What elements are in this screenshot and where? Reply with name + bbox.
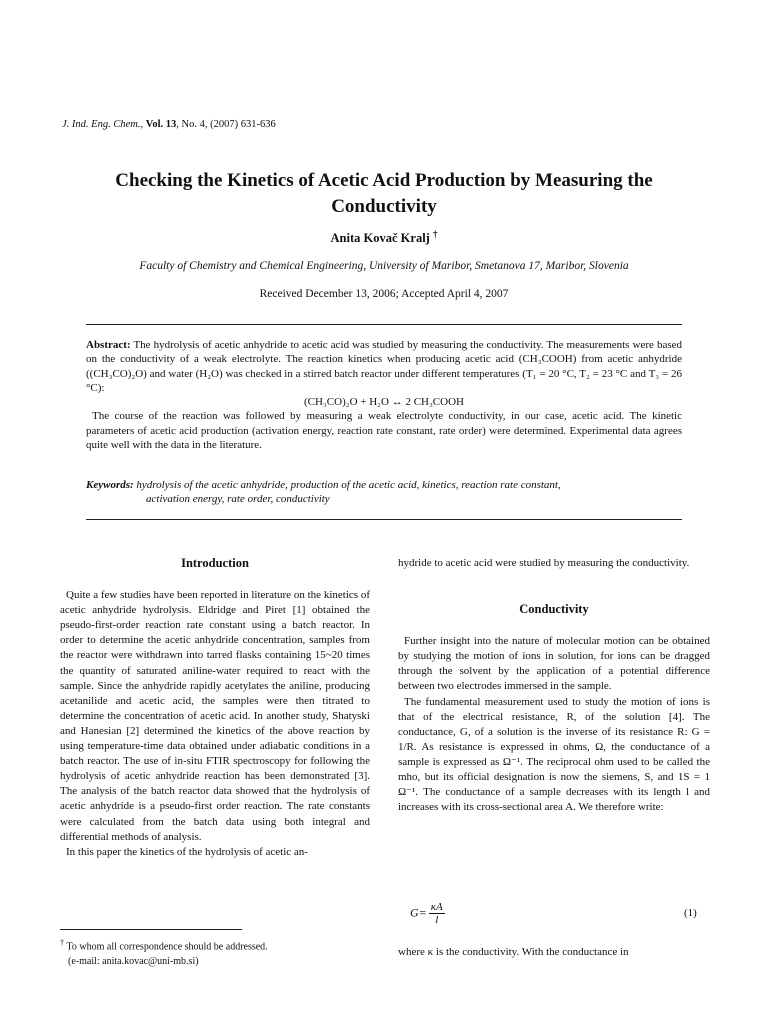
divider-top [86, 324, 682, 325]
conductivity-paragraph-2: The fundamental measurement used to study the motion of ions is that of the electrical resistance, R, of the solution [4]. The conductance, G, of a solution is the inverse of its resistance R: G = 1/R. As resistance is expressed in ohms, Ω, the conductance of a sample is expressed as Ω⁻¹. The reciprocal ohm used to be called the mho, but its official designation is now the siemens, S, and 1S = 1 Ω⁻¹. The conductance of a sample decreases with its length l and increases with its cross-sectional area A. We therefore write: [398, 695, 710, 814]
equation-1 [410, 901, 445, 926]
intro-paragraph-1: Quite a few studies have been reported in literature on the kinetics of acetic anhydride hydrolysis. Eldridge and Piret [1] obtained the pseudo-first-order reaction rate constant using a batch reactor. In order to determine the acetic anhydride concentration, samples from the reactor were withdrawn into tarred flasks containing 15~20 times the quantity of saturated aniline-water required to react with the sample. Since the anhydride rapidly acetylates the aniline, producing acetanilide and acetic acid, the samples were then titrated to determine the concentration of acetic acid. In another study, Shatyski and Hanesian [2] determined the kinetics of the above reaction by using temperature-time data obtained under adiabatic conditions in a batch reactor. The use of in-situ FTIR spectroscopy for following the hydrolysis of acetic anhydride reaction has been demonstrated [3]. The analysis of the batch reactor data showed that the hydrolysis of acetic anhydride is a pseudo-first order reaction. The rate constants were calculated from the batch data using both integral and differential methods of analysis. [60, 589, 370, 843]
author-mark: † [432, 229, 438, 239]
keywords-text-1: hydrolysis of the acetic anhydride, production of the acetic acid, kinetics, reaction rate constant, [136, 479, 561, 491]
author-name: Anita Kovač Kralj [330, 231, 430, 246]
equation-numerator: κA [430, 901, 443, 913]
introduction-heading: Introduction [181, 556, 249, 570]
conductivity-continuation: where κ is the conductivity. With the conductance in [398, 946, 629, 958]
abstract-p2: The course of the reaction was followed by measuring a weak electrolyte conductivity, in our case, acetic acid. The kinetic parameters of acetic acid production (activation energy, reaction rate constant, rate order) were determined. Experimental data agrees quite well with the data in the literature. [86, 410, 682, 452]
equation-fraction [429, 901, 445, 926]
keywords [86, 478, 682, 507]
footnote [60, 935, 370, 969]
journal-citation [62, 119, 276, 130]
abstract-text-1: The hydrolysis of acetic anhydride to acetic acid was studied by measuring the conductivity. The measurements were based on the conductivity of a weak electrolyte. The reaction kinetics when producing acetic acid (CH₃COOH) from acetic anhydride ((CH₃CO)₂O) and water (H₂O) was checked in a stirred batch reactor under different temperatures (T₁ = 20 °C, T₂ = 23 °C and T₃ = 26 °C): [86, 339, 682, 394]
footnote-text: To whom all correspondence should be addressed. [64, 941, 268, 953]
title-line-1: Checking the Kinetics of Acetic Acid Production by Measuring the [115, 170, 653, 191]
abstract [86, 338, 682, 452]
abstract-p1 [86, 338, 682, 395]
intro-continuation: hydride to acetic acid were studied by measuring the conductivity. [398, 557, 690, 569]
footnote-mark: † [60, 938, 65, 947]
issue-pages: , No. 4, (2007) 631-636 [176, 119, 276, 130]
keywords-line-1 [86, 478, 682, 492]
conductivity-heading: Conductivity [519, 602, 589, 617]
right-column [398, 556, 710, 815]
equation-number: (1) [684, 907, 697, 919]
left-column [60, 556, 370, 860]
divider-bottom [86, 519, 682, 520]
conductivity-paragraph-1: Further insight into the nature of molecular motion can be obtained by studying the motion of ions in solution, for ions can be dragged through the solvent by the application of a potential difference between two electrodes immersed in the sample. [398, 635, 710, 693]
journal-name: J. Ind. Eng. Chem., [62, 119, 144, 130]
author [0, 229, 768, 246]
equation-lhs: G= [410, 905, 427, 920]
received-date: Received December 13, 2006; Accepted April 4, 2007 [259, 288, 509, 300]
paper-title [50, 168, 718, 220]
title-line-2: Conductivity [331, 196, 437, 217]
footnote-rule [60, 929, 242, 930]
volume: Vol. 13 [145, 119, 177, 130]
intro-paragraph-2: In this paper the kinetics of the hydrolysis of acetic an- [66, 845, 308, 858]
footnote-email: (e-mail: anita.kovac@uni-mb.si) [68, 956, 199, 968]
keywords-label: Keywords: [86, 479, 134, 491]
keywords-line-2: activation energy, rate order, conductivity [146, 493, 330, 506]
right-column-last-line [398, 945, 710, 960]
abstract-label: Abstract: [86, 339, 131, 351]
footnote-line-1 [60, 935, 370, 954]
affiliation: Faculty of Chemistry and Chemical Engineering, University of Maribor, Smetanova 17, Maribor, Slovenia [139, 260, 629, 272]
equation-denominator: l [435, 914, 439, 926]
abstract-equation: (CH₃CO)₂O + H₂O ↔ 2 CH₃COOH [304, 396, 464, 409]
